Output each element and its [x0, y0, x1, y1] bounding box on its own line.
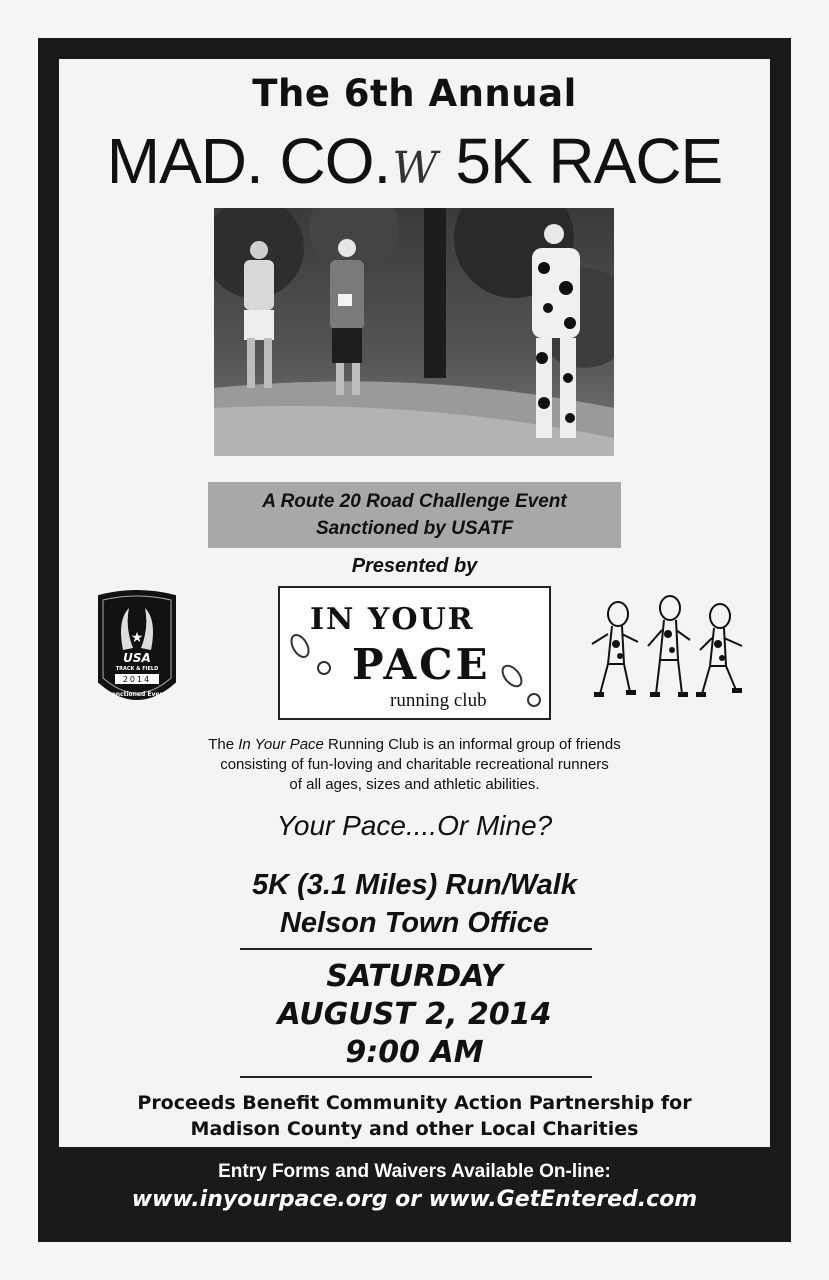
usatf-sanctioned: Sanctioned Event: [107, 691, 167, 698]
annual-heading: The 6th Annual: [252, 72, 577, 115]
desc-club-name: In Your Pace: [238, 736, 324, 753]
desc-line2: consisting of fun-loving and charitable recreational runners: [220, 756, 609, 773]
runners-photo: [214, 208, 614, 456]
slogan: Your Pace....Or Mine?: [276, 810, 553, 841]
club-logo-line3: running club: [390, 690, 487, 711]
race-title-right: 5K RACE: [455, 125, 723, 197]
race-title-w: W: [392, 143, 437, 194]
usatf-usa-text: USA: [123, 651, 151, 665]
proceeds-line2: Madison County and other Local Charities: [190, 1118, 639, 1140]
event-distance: 5K (3.1 Miles) Run/Walk: [252, 869, 577, 901]
entry-forms-text: Entry Forms and Waivers Available On-line:: [218, 1161, 611, 1182]
event-date: AUGUST 2, 2014: [277, 997, 552, 1032]
proceeds-note: [0, 1090, 829, 1142]
event-details: [0, 866, 829, 942]
usatf-sanction-badge: [93, 590, 181, 712]
presented-by: Presented by: [351, 555, 478, 577]
proceeds-line1: Proceeds Benefit Community Action Partnership for: [137, 1092, 692, 1114]
desc-line1: [0, 735, 829, 755]
usatf-year: 2014: [122, 675, 152, 684]
desc-line3: of all ages, sizes and athletic abilities.: [289, 776, 540, 793]
club-logo-line2: PACE: [352, 640, 491, 689]
event-date-block: [0, 958, 829, 1072]
event-day: SATURDAY: [326, 959, 503, 994]
desc-pre: The: [208, 736, 239, 753]
event-time: 9:00 AM: [345, 1035, 484, 1070]
club-logo-line1: IN YOUR: [310, 602, 475, 637]
footprint-icons: [280, 588, 549, 718]
in-your-pace-logo: [278, 586, 551, 720]
footer-bar: [56, 1150, 773, 1226]
race-title-left: MAD. CO.: [106, 125, 391, 197]
desc-line1-rest: Running Club is an informal group of friends: [323, 736, 621, 753]
divider-top: [240, 948, 592, 950]
event-location: Nelson Town Office: [279, 907, 550, 939]
banner-line2: Sanctioned by USATF: [315, 518, 514, 539]
club-description: [0, 735, 829, 795]
usatf-trackfield-text: TRACK & FIELD: [115, 666, 159, 672]
divider-bottom: [240, 1076, 592, 1078]
race-title: [0, 124, 829, 198]
registration-urls: www.inyourpace.org or www.GetEntered.com: [131, 1187, 698, 1212]
svg-text:★: ★: [130, 630, 144, 646]
running-cows-illustration: [578, 594, 756, 706]
challenge-banner: [208, 482, 621, 548]
banner-line1: A Route 20 Road Challenge Event: [262, 491, 567, 512]
